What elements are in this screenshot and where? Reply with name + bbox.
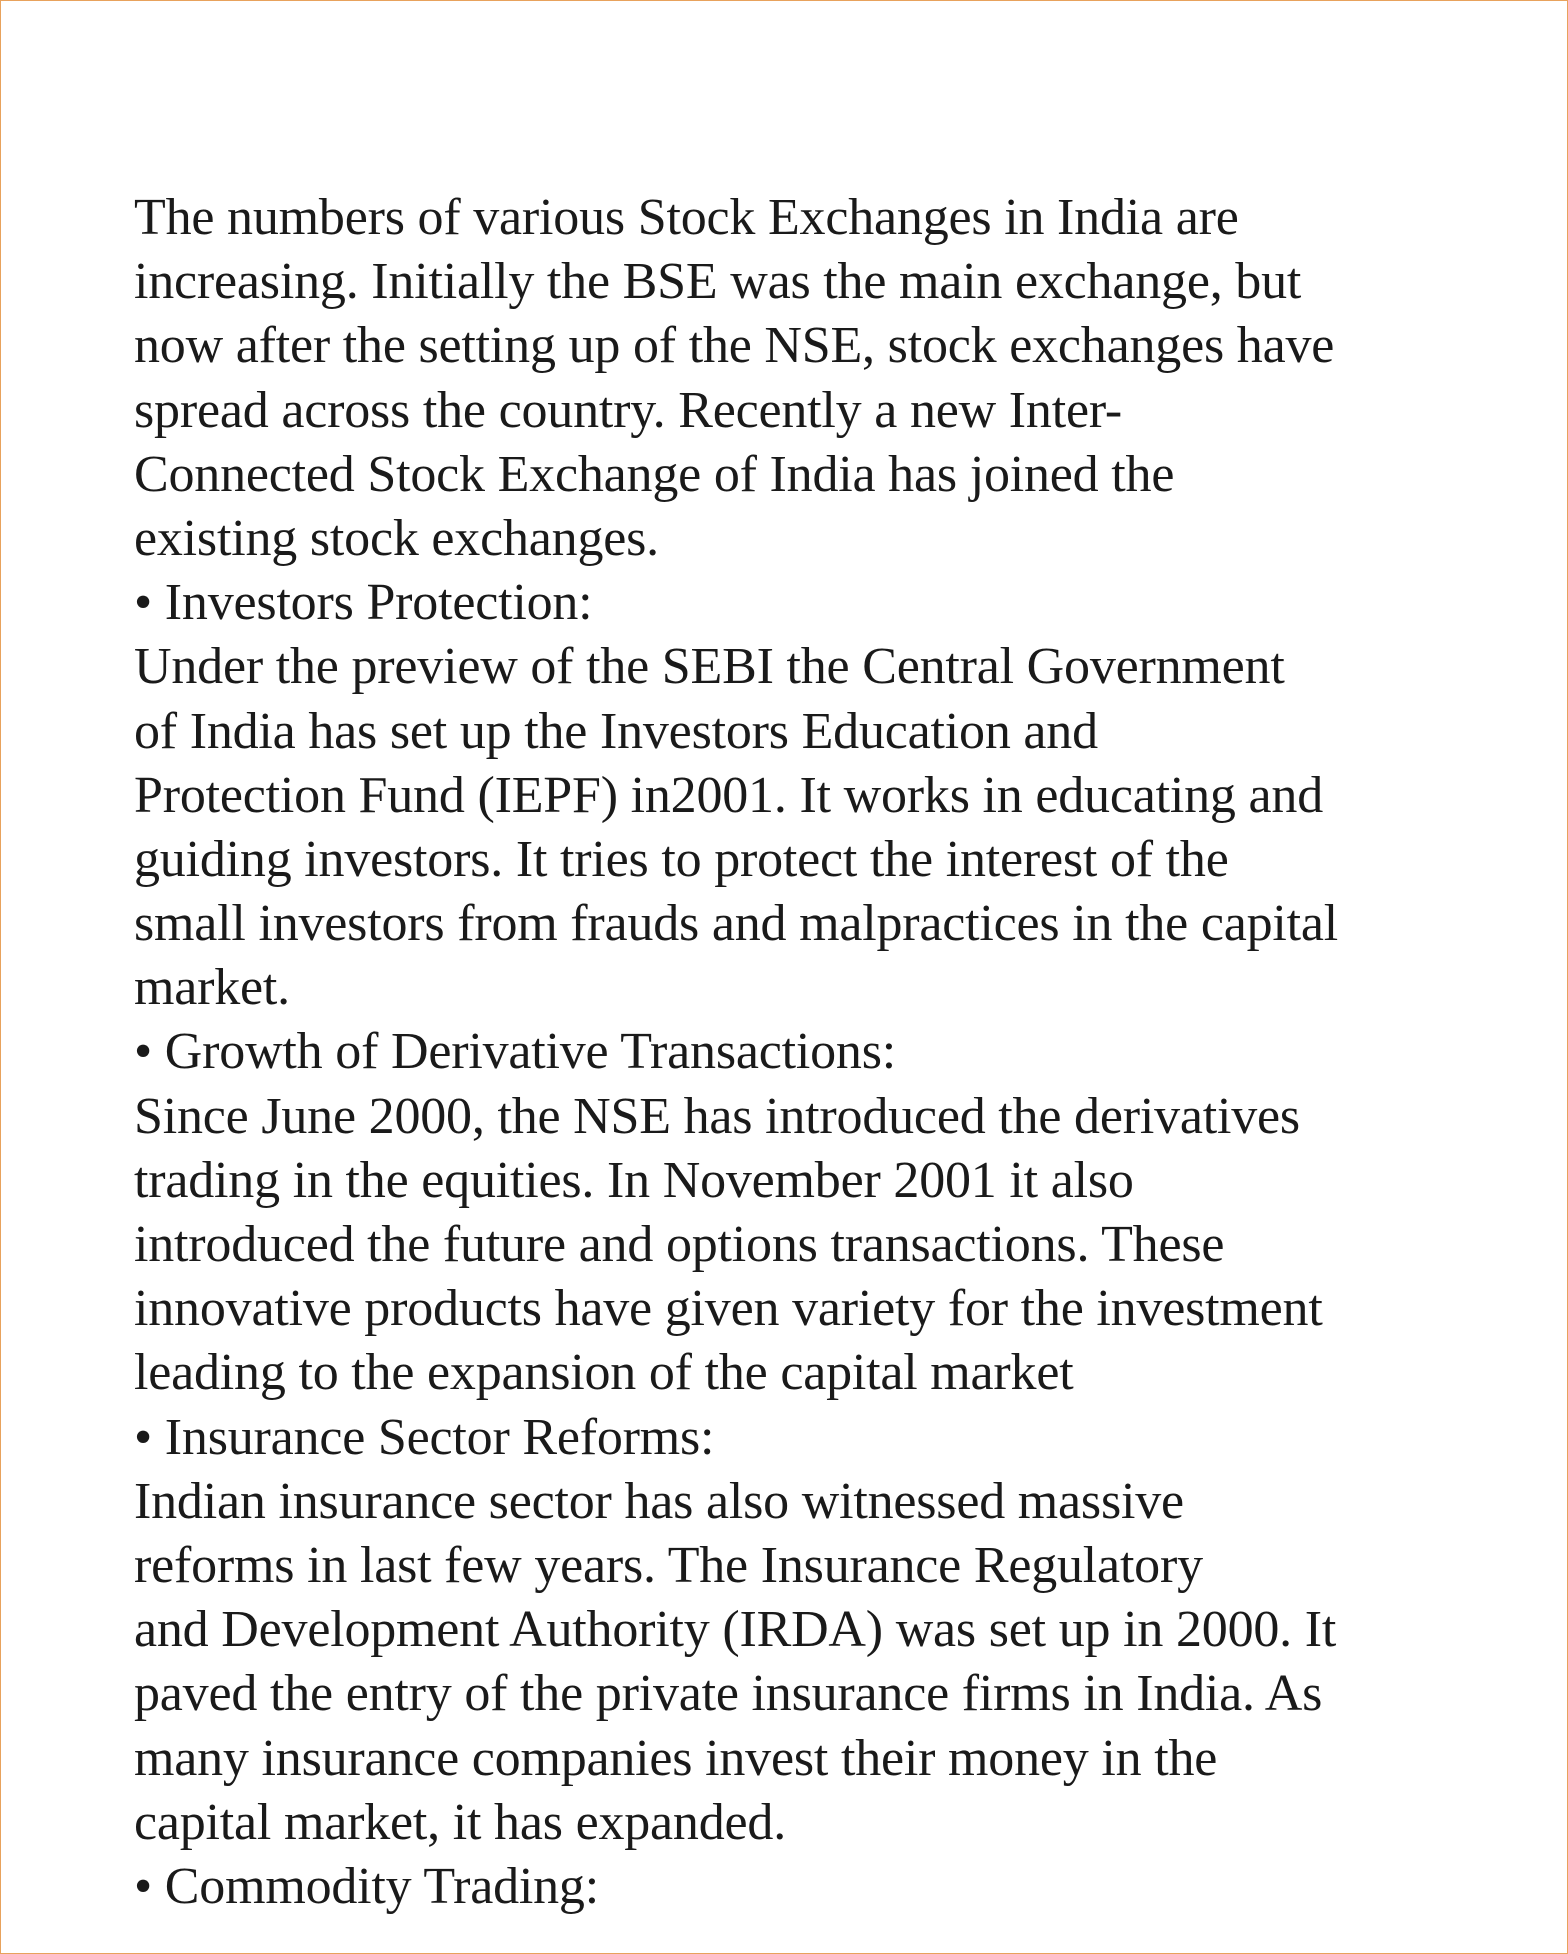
- paragraph-line: and Development Authority (IRDA) was set up in 2000. It: [134, 1601, 1337, 1659]
- paragraph-line: now after the setting up of the NSE, stock exchanges have: [134, 317, 1335, 375]
- paragraph-line: paved the entry of the private insurance firms in India. As: [134, 1665, 1323, 1723]
- paragraph-line: The numbers of various Stock Exchanges in India are: [134, 189, 1239, 246]
- paragraph-line: introduced the future and options transactions. These: [134, 1216, 1225, 1273]
- paragraph-line: spread across the country. Recently a new Inter-: [134, 381, 1123, 439]
- paragraph-line: guiding investors. It tries to protect the interest of the: [134, 830, 1229, 888]
- paragraph-line: Under the preview of the SEBI the Central Government: [134, 638, 1285, 696]
- bullet-heading-insurance-reforms: • Insurance Sector Reforms:: [134, 1408, 715, 1466]
- paragraph-line: increasing. Initially the BSE was the main exchange, but: [134, 253, 1302, 311]
- paragraph-line: many insurance companies invest their money in the: [134, 1729, 1218, 1787]
- paragraph-line: Protection Fund (IEPF) in2001. It works in educating and: [134, 766, 1323, 824]
- paragraph-line: leading to the expansion of the capital market: [134, 1344, 1074, 1402]
- paragraph-line: trading in the equities. In November 2001 it also: [134, 1151, 1134, 1209]
- bullet-heading-derivative-transactions: • Growth of Derivative Transactions:: [134, 1023, 897, 1081]
- paragraph-line: Since June 2000, the NSE has introduced the derivatives: [134, 1087, 1300, 1145]
- paragraph-line: of India has set up the Investors Education and: [134, 702, 1098, 760]
- paragraph-line: capital market, it has expanded.: [134, 1793, 787, 1851]
- paragraph-line: existing stock exchanges.: [134, 509, 659, 567]
- paragraph-line: Connected Stock Exchange of India has joined the: [134, 445, 1175, 503]
- bullet-heading-investors-protection: • Investors Protection:: [134, 574, 593, 632]
- paragraph-line: Indian insurance sector has also witnessed massive: [134, 1472, 1184, 1530]
- bullet-heading-commodity-trading: • Commodity Trading:: [134, 1857, 599, 1915]
- document-body: [134, 186, 1464, 1919]
- paragraph-line: small investors from frauds and malpractices in the capital: [134, 895, 1339, 953]
- paragraph-line: reforms in last few years. The Insurance Regulatory: [134, 1536, 1203, 1594]
- paragraph-line: innovative products have given variety for the investment: [134, 1280, 1323, 1338]
- paragraph-line: market.: [134, 959, 290, 1017]
